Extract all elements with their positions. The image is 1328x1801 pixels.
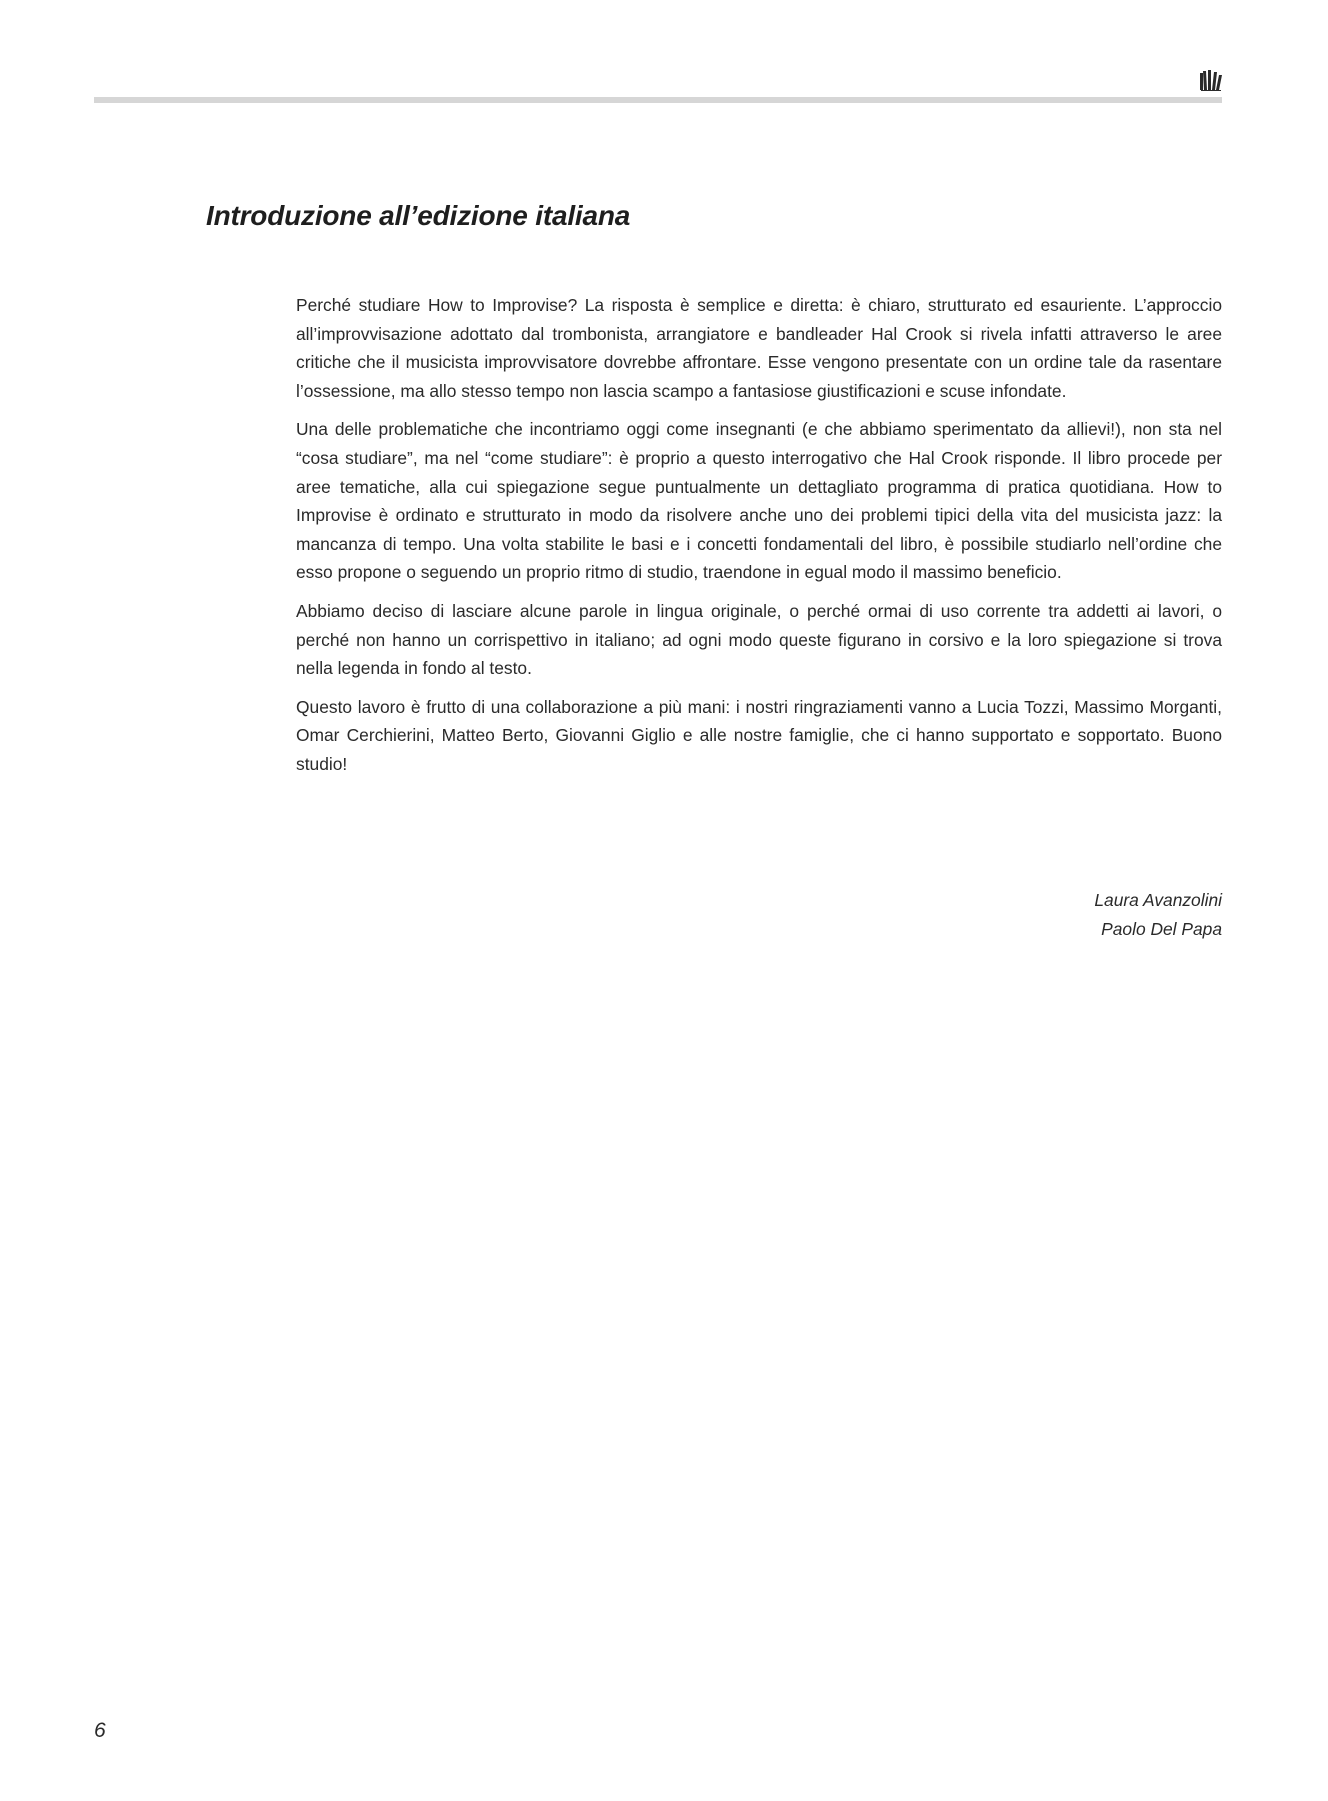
signature-author: Laura Avanzolini bbox=[1094, 890, 1222, 910]
signature-block bbox=[1094, 886, 1222, 943]
chapter-title: Introduzione all’edizione italiana bbox=[206, 200, 631, 231]
page-number: 6 bbox=[94, 1719, 106, 1742]
paragraph: Perché studiare How to Improvise? La risposta è semplice e diretta: è chiaro, strutturato ed esauriente. L’approccio all’improvvisazione adottato dal trombonista, arrangiatore e bandleader Hal Crook si rivela infatti attraverso le aree critiche che il musicista improvvisatore dovrebbe affrontare. Esse vengono presentate con un ordine tale da rasentare l’ossessione, ma allo stesso tempo non lascia scampo a fantasiose giustificazioni e scuse infondate. bbox=[296, 295, 1222, 401]
signature-author: Paolo Del Papa bbox=[1101, 918, 1222, 939]
paragraph: Questo lavoro è frutto di una collaborazione a più mani: i nostri ringraziamenti vanno a Lucia Tozzi, Massimo Morganti, Omar Cerchierini, Matteo Berto, Giovanni Giglio e alle nostre famiglie, che ci hanno supportato e sopportato. Buono studio! bbox=[296, 696, 1222, 774]
paragraph: Abbiamo deciso di lasciare alcune parole in lingua originale, o perché ormai di uso corrente tra addetti ai lavori, o perché non hanno un corrispettivo in italiano; ad ogni modo queste figurano in corsivo e la loro spiegazione si trova nella legenda in fondo al testo. bbox=[296, 600, 1222, 679]
publisher-logo-icon bbox=[1199, 69, 1223, 91]
paragraph: Una delle problematiche che incontriamo oggi come insegnanti (e che abbiamo sperimentato da allievi!), non sta nel “cosa studiare”, ma nel “come studiare”: è proprio a questo interrogativo che Hal Crook risponde. Il libro procede per aree tematiche, alla cui spiegazione segue puntualmente un dettagliato programma di pratica quotidiana. How to Improvise è ordinato e strutturato in modo da risolvere anche uno dei problemi tipici della vita del musicista jazz: la mancanza di tempo. Una volta stabilite le basi e i concetti fondamentali del libro, è possibile studiarlo nell’ordine che esso propone o seguendo un proprio ritmo di studio, traendone in egual modo il massimo beneficio. bbox=[296, 419, 1222, 583]
body-text bbox=[296, 291, 1222, 789]
header-rule bbox=[94, 97, 1222, 103]
